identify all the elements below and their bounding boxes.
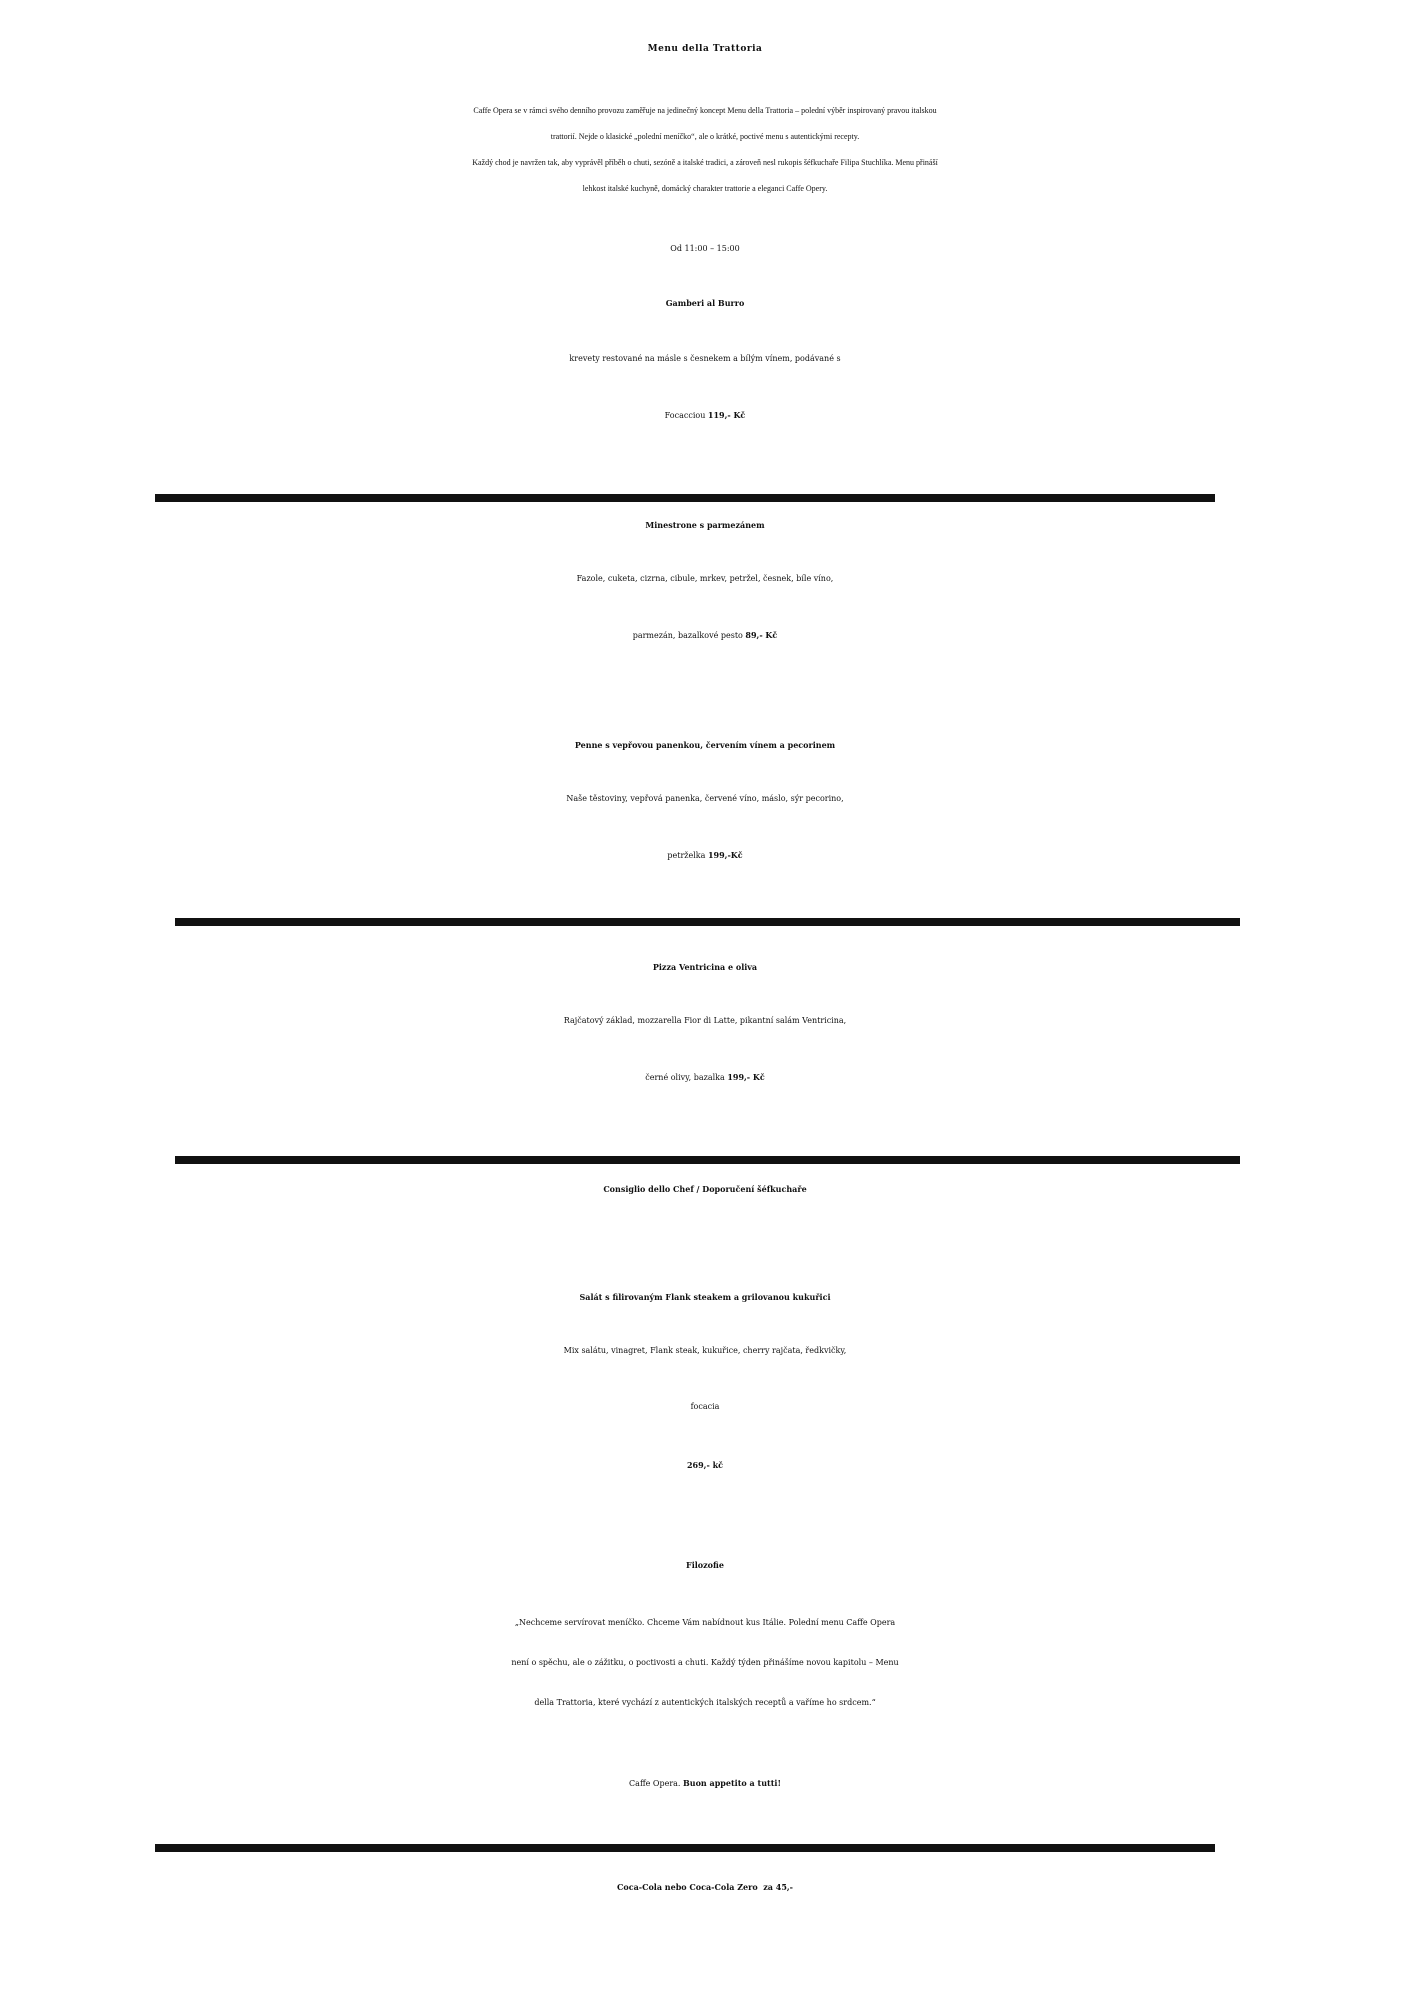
dish-desc-salad-line2: focacia: [690, 1402, 720, 1411]
divider: [175, 918, 1240, 926]
dish-desc-minestrone-text: parmezán, bazalkové pesto: [632, 631, 746, 640]
dish-price-penne: 199,-Kč: [707, 850, 743, 860]
dish-price-minestrone: 89,- Kč: [745, 630, 778, 640]
intro-line-3: Každý chod je navržen tak, aby vyprávěl příběh o chuti, sezóně a italské tradici, a zároveň nesl rukopis šéfkuchaře Filipa Stuchlíka. Menu přináší: [472, 158, 938, 167]
divider: [155, 494, 1215, 502]
dish-price-salad: 269,- kč: [686, 1460, 723, 1470]
intro-line-1: Caffe Opera se v rámci svého denního provozu zaměřuje na jedinečný koncept Menu della Trattoria – polední výběr inspirovaný pravou italskou: [473, 106, 937, 115]
dish-desc-penne-line2: [0, 850, 1410, 860]
page-title: Menu della Trattoria: [647, 44, 763, 54]
dish-desc-gamberi-line2: [0, 410, 1410, 420]
philosophy-heading: Filozofie: [686, 1560, 724, 1570]
philosophy-line-2: není o spěchu, ale o zážitku, o poctivosti a chuti. Každý týden přinášíme novou kapitolu – Menu: [511, 1658, 899, 1667]
dish-desc-minestrone-line2: [0, 630, 1410, 640]
dish-title-pizza: Pizza Ventricina e oliva: [652, 962, 758, 972]
dish-desc-minestrone-line1: Fazole, cuketa, cizrna, cibule, mrkev, petržel, česnek, bíle víno,: [576, 574, 834, 583]
dish-desc-pizza-line2: [0, 1072, 1410, 1082]
dish-desc-pizza-text: černé olivy, bazalka: [645, 1073, 728, 1082]
dish-desc-gamberi-text: Focacciou: [664, 411, 708, 420]
chef-recommendation-heading: Consiglio dello Chef / Doporučení šéfkuchaře: [603, 1184, 807, 1194]
dish-desc-gamberi-line1: krevety restované na másle s česnekem a bílým vínem, podávané s: [569, 354, 841, 363]
intro-line-4: lehkost italské kuchyně, domácký charakter trattorie a eleganci Caffe Opery.: [582, 184, 828, 193]
divider: [175, 1156, 1240, 1164]
dish-desc-salad-line1: Mix salátu, vinagret, Flank steak, kukuřice, cherry rajčata, ředkvičky,: [563, 1346, 847, 1355]
dish-title-minestrone: Minestrone s parmezánem: [645, 520, 765, 530]
dish-desc-penne-text: petrželka: [667, 851, 708, 860]
dish-title-penne: Penne s vepřovou panenkou, červením vínem a pecorinem: [574, 740, 836, 750]
dish-desc-pizza-line1: Rajčatový základ, mozzarella Fior di Latte, pikantní salám Ventricina,: [563, 1016, 847, 1025]
opening-hours: Od 11:00 – 15:00: [670, 244, 740, 253]
philosophy-line-1: „Nechceme servírovat meníčko. Chceme Vám nabídnout kus Itálie. Polední menu Caffe Opera: [514, 1618, 896, 1627]
sign-off-plain: Caffe Opera.: [629, 1779, 683, 1788]
philosophy-sign-off: [0, 1778, 1410, 1788]
dish-price-pizza: 199,- Kč: [727, 1072, 765, 1082]
dish-price-gamberi: 119,- Kč: [707, 410, 746, 420]
sign-off-bold: Buon appetito a tutti!: [683, 1778, 781, 1788]
philosophy-line-3: della Trattoria, které vychází z autentických italských receptů a vaříme ho srdcem.“: [534, 1698, 876, 1707]
intro-line-2: trattorií. Nejde o klasické „polední meníčko“, ale o krátké, poctivé menu s autentickými recepty.: [550, 132, 860, 141]
divider: [155, 1844, 1215, 1852]
drink-offer: Coca-Cola nebo Coca-Cola Zero za 45,-: [617, 1882, 793, 1892]
dish-desc-penne-line1: Naše těstoviny, vepřová panenka, červené víno, máslo, sýr pecorino,: [566, 794, 844, 803]
dish-title-gamberi: Gamberi al Burro: [665, 298, 745, 308]
dish-title-salad: Salát s filirovaným Flank steakem a grilovanou kukuřici: [579, 1292, 831, 1302]
